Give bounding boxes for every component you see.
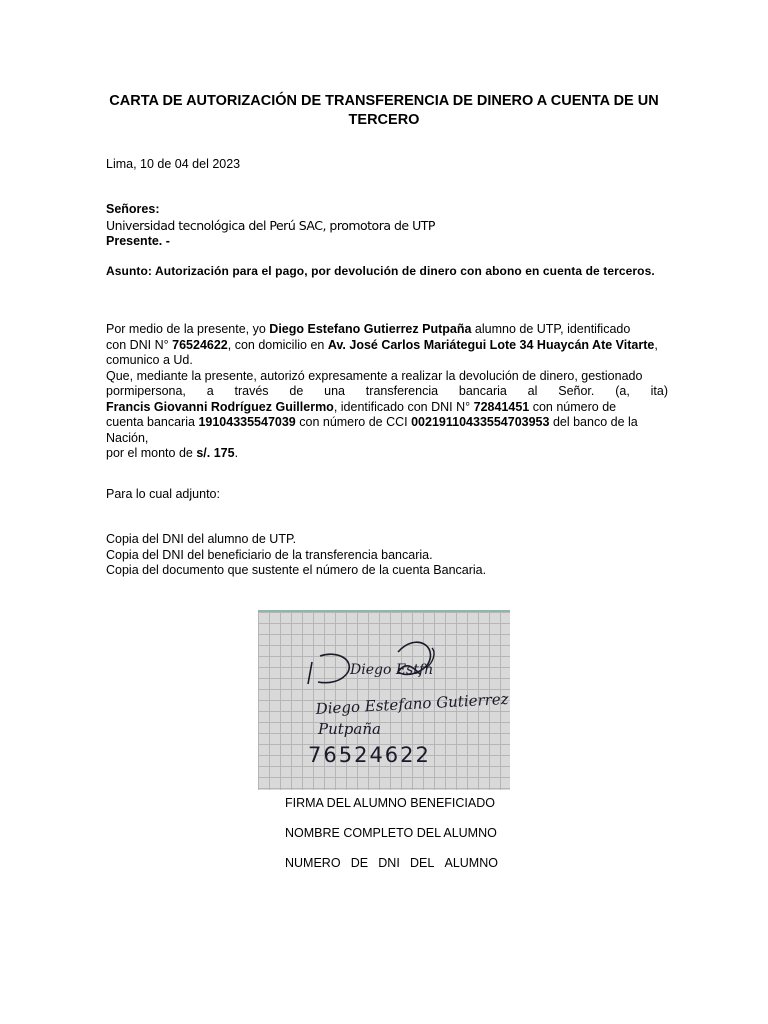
letter-title: CARTA DE AUTORIZACIÓN DE TRANSFERENCIA DE DINERO A CUENTA DE UN TERCERO <box>109 93 659 128</box>
caption-word: DNI <box>378 856 400 870</box>
caption-word: DE <box>350 856 369 870</box>
handwritten-dni: 76524622 <box>308 743 431 767</box>
body-line-7: cuenta bancaria 19104335547039 con número de CCI 00219110433554703953 del banco de la <box>106 415 638 429</box>
caption-full-name: NOMBRE COMPLETO DEL ALUMNO <box>285 826 497 840</box>
attachment-item: Copia del DNI del alumno de UTP. <box>106 532 297 546</box>
caption-word: NUMERO <box>285 856 341 870</box>
student-name: Diego Estefano Gutierrez Putpaña <box>269 322 472 336</box>
attachment-item: Copia del DNI del beneficiario de la transferencia bancaria. <box>106 547 433 562</box>
caption-word: ALUMNO <box>444 856 498 870</box>
date-line: Lima, 10 de 04 del 2023 <box>106 157 241 171</box>
handwritten-name: Diego Estefano Gutierrez <box>315 689 510 718</box>
caption-signature: FIRMA DEL ALUMNO BENEFICIADO <box>285 796 495 810</box>
body-line-2: con DNI N° 76524622, con domicilio en Av. José Carlos Mariátegui Lote 34 Huaycán Ate Vitarte, <box>106 337 658 352</box>
amount: s/. 175 <box>196 446 235 460</box>
attachments-list <box>106 532 486 579</box>
signature-text: Diego Estfn <box>350 662 434 678</box>
body-line-8: Nación, <box>106 430 149 445</box>
handwritten-surname: Putpaña <box>318 720 381 738</box>
student-dni: 76524622 <box>172 337 228 352</box>
body-line-4: Que, mediante la presente, autorizó expresamente a realizar la devolución de dinero, gestionado <box>106 368 643 383</box>
attachment-item: Copia del documento que sustente el número de la cuenta Bancaria. <box>106 563 487 577</box>
body-line-3: comunico a Ud. <box>106 353 193 367</box>
beneficiary-dni: 72841451 <box>473 399 530 414</box>
cci-number: 00219110433554703953 <box>411 415 550 429</box>
attachments-intro: Para lo cual adjunto: <box>106 487 220 501</box>
account-number: 19104335547039 <box>198 415 296 429</box>
body-paragraph <box>106 322 668 462</box>
body-line-6: Francis Giovanni Rodríguez Guillermo, identificado con DNI N° 72841451 con número de <box>106 399 617 414</box>
presente-line: Presente. - <box>106 234 170 248</box>
body-line-1: Por medio de la presente, yo Diego Estefano Gutierrez Putpaña alumno de UTP, identificado <box>106 322 631 336</box>
student-address: Av. José Carlos Mariátegui Lote 34 Huaycán Ate Vitarte <box>327 337 655 352</box>
handwritten-signature-photo <box>258 610 510 790</box>
subject-line: Asunto: Autorización para el pago, por devolución de dinero con abono en cuenta de terceros. <box>106 264 655 278</box>
body-line-9: por el monto de s/. 175. <box>106 446 239 460</box>
greeting: Señores: <box>106 202 160 216</box>
handwriting-strokes <box>258 612 510 790</box>
beneficiary-name: Francis Giovanni Rodríguez Guillermo <box>106 399 334 414</box>
caption-word: DEL <box>409 856 435 870</box>
institution-name: Universidad tecnológica del Perú SAC, promotora de UTP <box>106 218 435 233</box>
caption-dni-number <box>285 856 498 871</box>
body-line-5: pormipersona, a través de una transferencia bancaria al Señor. (a, ita) <box>106 384 668 398</box>
